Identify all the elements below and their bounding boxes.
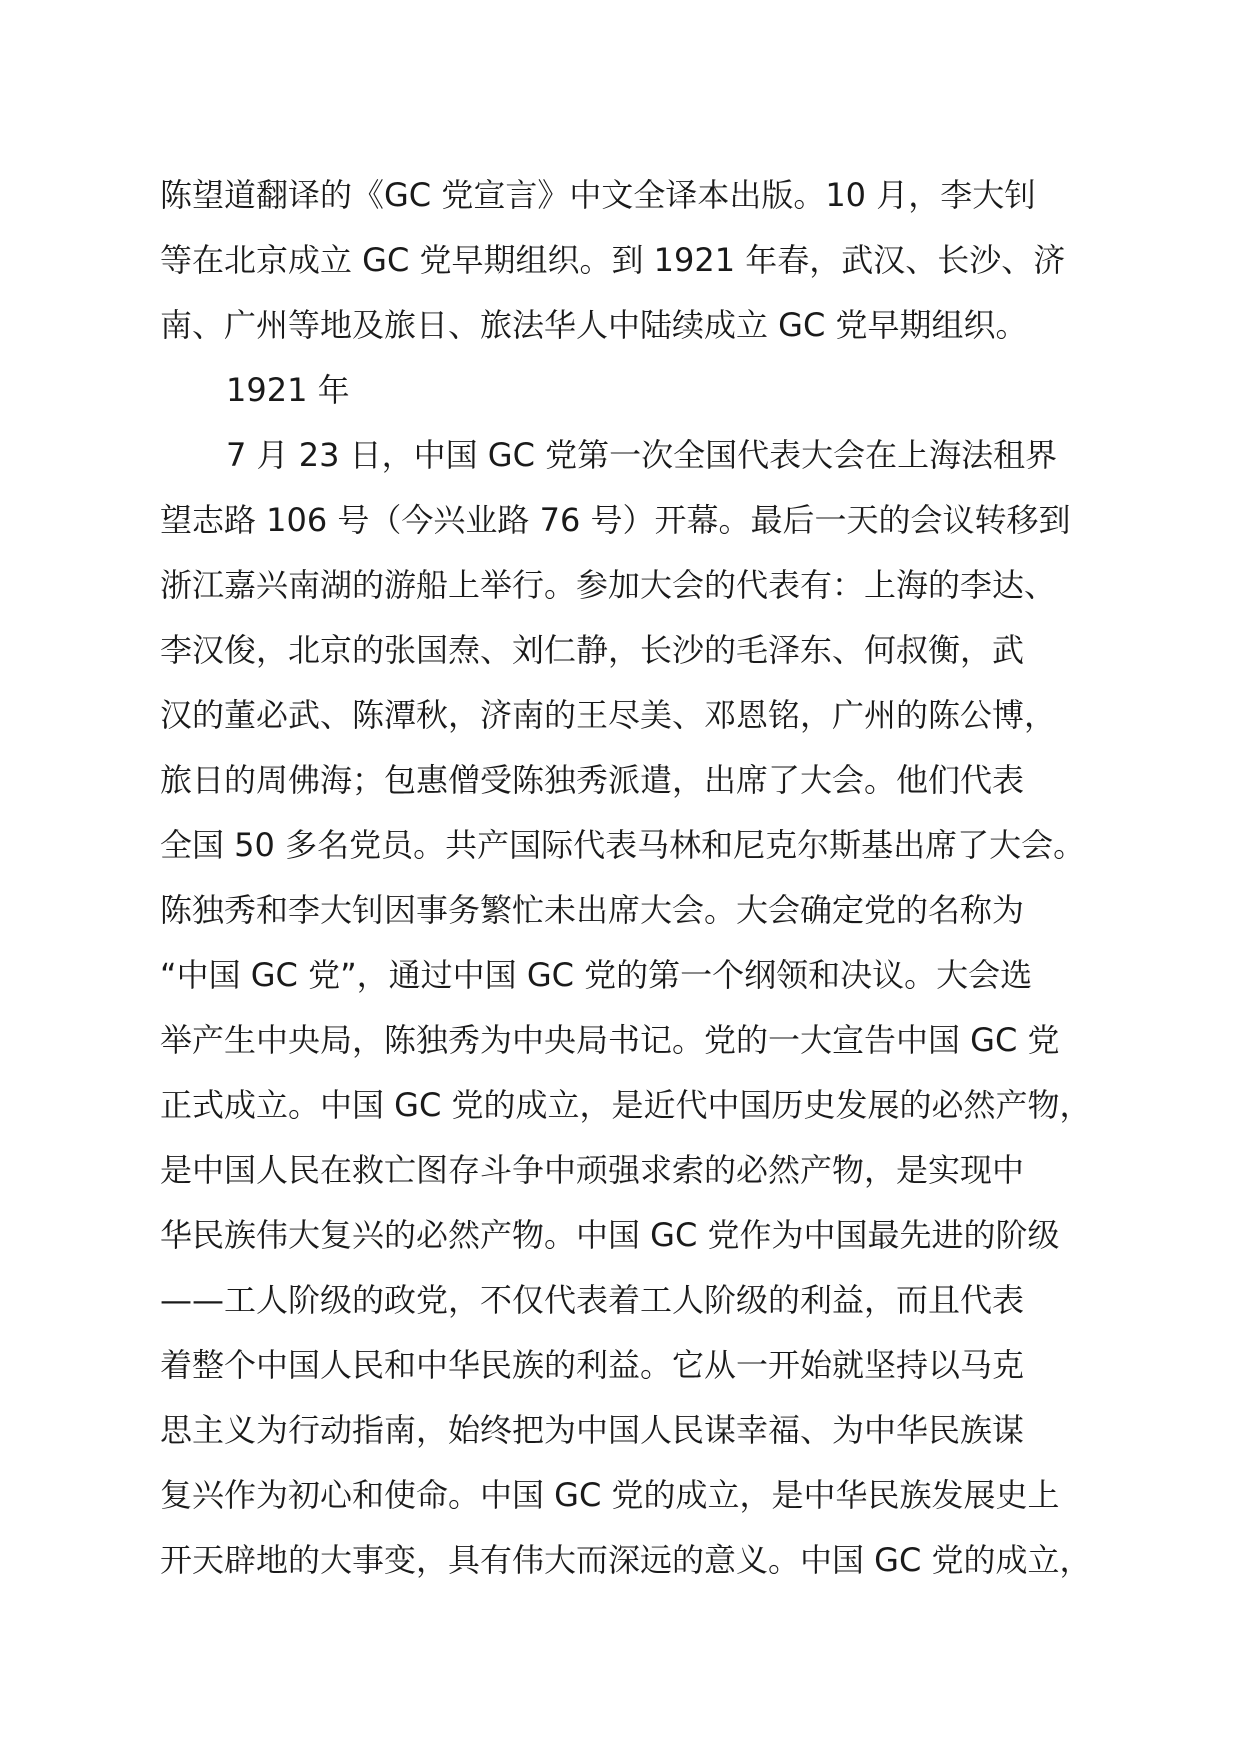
text-line: 南、广州等地及旅日、旅法华人中陆续成立 GC 党早期组织。: [160, 306, 1028, 344]
text-line: 复兴作为初心和使命。中国 GC 党的成立，是中华民族发展史上: [160, 1476, 1060, 1514]
body-text: [160, 163, 1120, 1593]
text-line: 望志路 106 号（今兴业路 76 号）开幕。最后一天的会议转移到: [160, 501, 1071, 539]
year-heading: 1921 年: [226, 371, 350, 409]
text-line: 李汉俊，北京的张国焘、刘仁静，长沙的毛泽东、何叔衡，武: [160, 631, 1025, 669]
text-line: 陈独秀和李大钊因事务繁忙未出席大会。大会确定党的名称为: [160, 891, 1025, 929]
text-line: 思主义为行动指南，始终把为中国人民谋幸福、为中华民族谋: [160, 1411, 1025, 1449]
text-line: 陈望道翻译的《GC 党宣言》中文全译本出版。10 月，李大钊: [160, 176, 1037, 214]
text-line: ——工人阶级的政党，不仅代表着工人阶级的利益，而且代表: [160, 1281, 1025, 1319]
text-line: 汉的董必武、陈潭秋，济南的王尽美、邓恩铭，广州的陈公博，: [160, 696, 1057, 734]
text-line: 浙江嘉兴南湖的游船上举行。参加大会的代表有：上海的李达、: [160, 566, 1057, 604]
text-line: 正式成立。中国 GC 党的成立，是近代中国历史发展的必然产物，: [160, 1086, 1092, 1124]
text-line: 着整个中国人民和中华民族的利益。它从一开始就坚持以马克: [160, 1346, 1025, 1384]
text-line: 全国 50 多名党员。共产国际代表马林和尼克尔斯基出席了大会。: [160, 826, 1086, 864]
text-line: 等在北京成立 GC 党早期组织。到 1921 年春，武汉、长沙、济: [160, 241, 1066, 279]
text-line: 是中国人民在救亡图存斗争中顽强求索的必然产物，是实现中: [160, 1151, 1025, 1189]
text-line: 旅日的周佛海；包惠僧受陈独秀派遣，出席了大会。他们代表: [160, 761, 1025, 799]
text-line: “中国 GC 党”，通过中国 GC 党的第一个纲领和决议。大会选: [160, 956, 1033, 994]
paragraph-first-line: 7 月 23 日，中国 GC 党第一次全国代表大会在上海法租界: [226, 436, 1058, 474]
text-line: 华民族伟大复兴的必然产物。中国 GC 党作为中国最先进的阶级: [160, 1216, 1060, 1254]
text-line: 举产生中央局，陈独秀为中央局书记。党的一大宣告中国 GC 党: [160, 1021, 1060, 1059]
text-line: 开天辟地的大事变，具有伟大而深远的意义。中国 GC 党的成立，: [160, 1541, 1092, 1579]
